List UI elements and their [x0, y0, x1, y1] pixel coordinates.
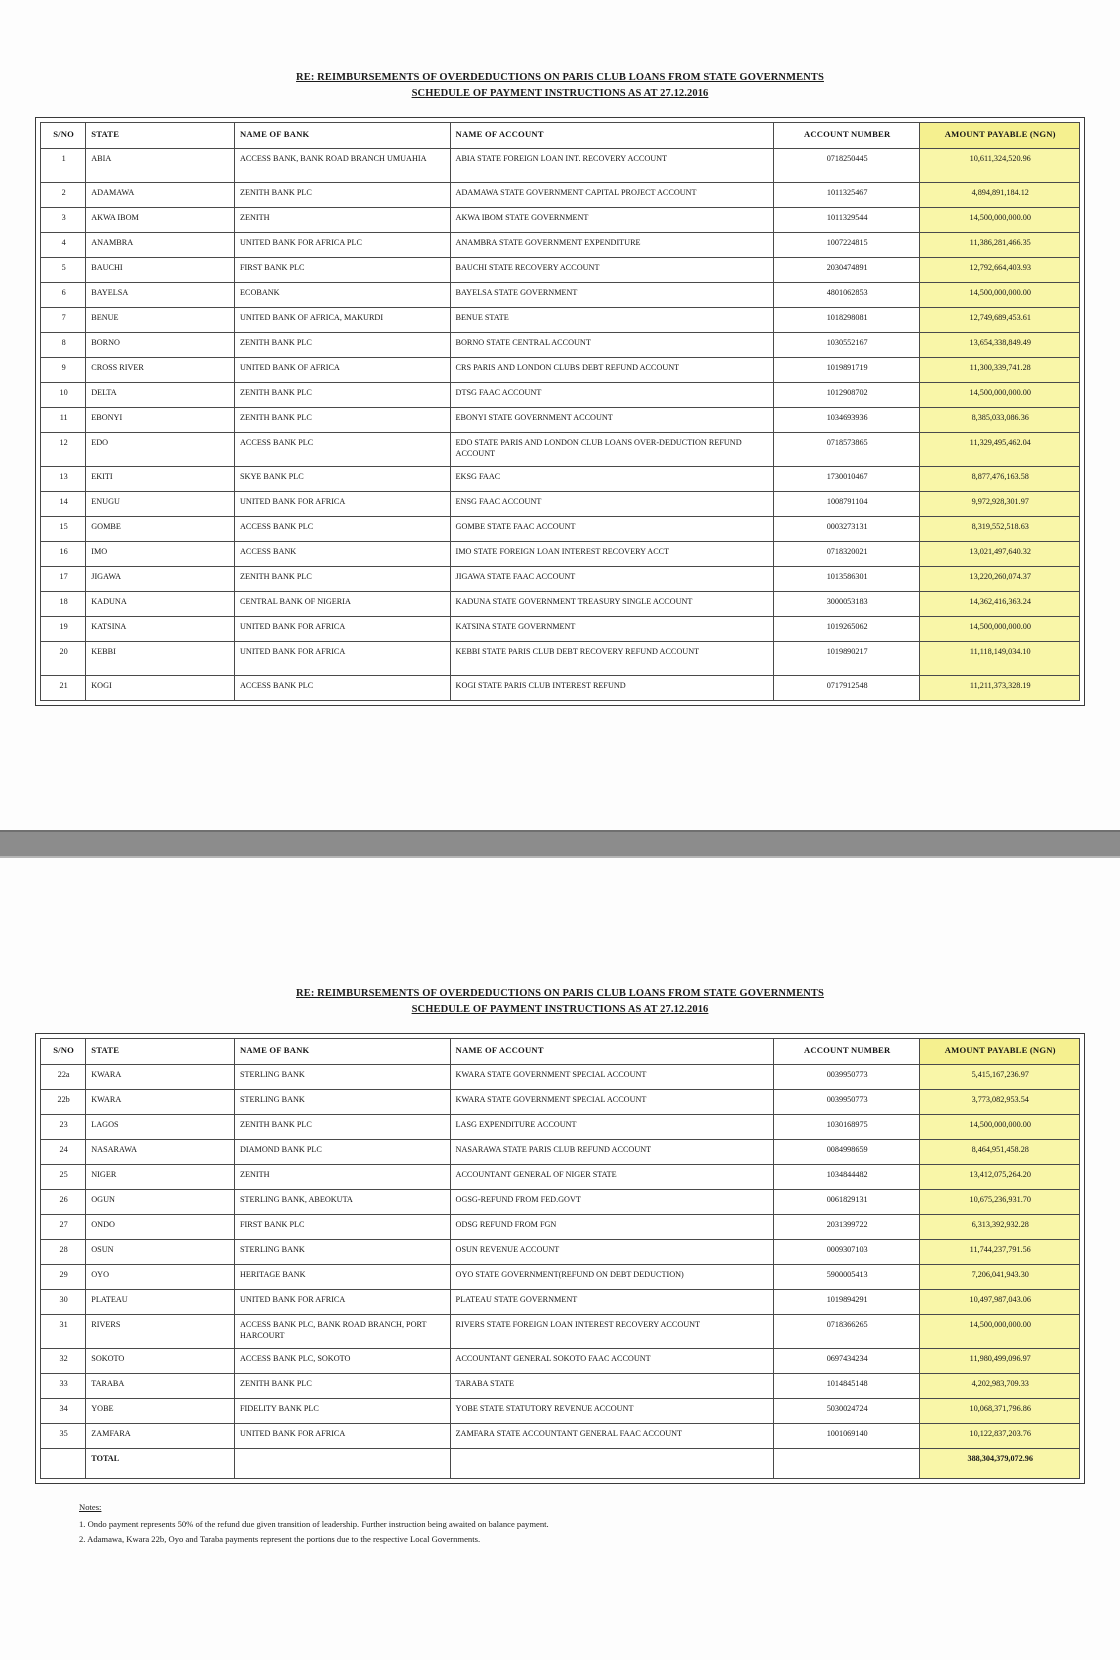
cell-bank: ACCESS BANK PLC — [235, 516, 451, 541]
cell-sno: 9 — [41, 357, 86, 382]
table-row — [41, 1064, 1080, 1089]
cell-sno: 14 — [41, 491, 86, 516]
cell-amount-payable: 5,415,167,236.97 — [920, 1064, 1080, 1089]
cell-account-number: 1018298081 — [773, 307, 920, 332]
cell-account-number: 0009307103 — [773, 1239, 920, 1264]
table-row — [41, 641, 1080, 675]
cell-bank: UNITED BANK FOR AFRICA — [235, 1289, 451, 1314]
cell-account-number: 1019891719 — [773, 357, 920, 382]
cell-state: ABIA — [86, 148, 235, 182]
cell-bank: UNITED BANK FOR AFRICA PLC — [235, 232, 451, 257]
column-header-account: NAME OF ACCOUNT — [450, 122, 773, 148]
table-row — [41, 1089, 1080, 1114]
cell-sno: 33 — [41, 1373, 86, 1398]
cell-bank: STERLING BANK, ABEOKUTA — [235, 1189, 451, 1214]
cell-account-name: IMO STATE FOREIGN LOAN INTEREST RECOVERY ACCT — [450, 541, 773, 566]
page-separator — [0, 830, 1120, 858]
column-header-state: STATE — [86, 1038, 235, 1064]
page2-title-line-2: SCHEDULE OF PAYMENT INSTRUCTIONS AS AT 27.12.2016 — [411, 1004, 709, 1016]
cell-account-name: OYO STATE GOVERNMENT(REFUND ON DEBT DEDUCTION) — [450, 1264, 773, 1289]
cell-state: DELTA — [86, 382, 235, 407]
column-header-amount-payable: AMOUNT PAYABLE (NGN) — [920, 122, 1080, 148]
cell-state: KADUNA — [86, 591, 235, 616]
cell-sno: 8 — [41, 332, 86, 357]
total-label: TOTAL — [86, 1448, 235, 1478]
cell-account-name: NASARAWA STATE PARIS CLUB REFUND ACCOUNT — [450, 1139, 773, 1164]
total-cell-account — [450, 1448, 773, 1478]
cell-bank: ZENITH — [235, 207, 451, 232]
column-header-bank: NAME OF BANK — [235, 1038, 451, 1064]
cell-account-name: YOBE STATE STATUTORY REVENUE ACCOUNT — [450, 1398, 773, 1423]
cell-bank: UNITED BANK FOR AFRICA — [235, 1423, 451, 1448]
table-row — [41, 182, 1080, 207]
cell-bank: DIAMOND BANK PLC — [235, 1139, 451, 1164]
cell-account-number: 3000053183 — [773, 591, 920, 616]
cell-sno: 27 — [41, 1214, 86, 1239]
cell-state: PLATEAU — [86, 1289, 235, 1314]
cell-account-number: 0718573865 — [773, 432, 920, 466]
cell-sno: 26 — [41, 1189, 86, 1214]
cell-sno: 17 — [41, 566, 86, 591]
cell-sno: 15 — [41, 516, 86, 541]
cell-bank: ACCESS BANK PLC — [235, 432, 451, 466]
cell-sno: 11 — [41, 407, 86, 432]
cell-account-name: AKWA IBOM STATE GOVERNMENT — [450, 207, 773, 232]
cell-sno: 32 — [41, 1348, 86, 1373]
cell-account-name: BENUE STATE — [450, 307, 773, 332]
cell-sno: 3 — [41, 207, 86, 232]
cell-sno: 19 — [41, 616, 86, 641]
cell-state: NASARAWA — [86, 1139, 235, 1164]
cell-amount-payable: 11,980,499,096.97 — [920, 1348, 1080, 1373]
cell-amount-payable: 4,894,891,184.12 — [920, 182, 1080, 207]
cell-account-number: 1034844482 — [773, 1164, 920, 1189]
cell-state: KWARA — [86, 1064, 235, 1089]
cell-bank: ZENITH — [235, 1164, 451, 1189]
cell-amount-payable: 13,654,338,849.49 — [920, 332, 1080, 357]
cell-sno: 6 — [41, 282, 86, 307]
cell-account-number: 0003273131 — [773, 516, 920, 541]
cell-state: ZAMFARA — [86, 1423, 235, 1448]
cell-amount-payable: 11,211,373,328.19 — [920, 675, 1080, 700]
cell-sno: 16 — [41, 541, 86, 566]
table-row — [41, 332, 1080, 357]
cell-account-number: 0697434234 — [773, 1348, 920, 1373]
cell-account-number: 0084998659 — [773, 1139, 920, 1164]
cell-bank: STERLING BANK — [235, 1239, 451, 1264]
cell-state: YOBE — [86, 1398, 235, 1423]
notes-heading: Notes: — [79, 1501, 102, 1512]
cell-account-name: KWARA STATE GOVERNMENT SPECIAL ACCOUNT — [450, 1089, 773, 1114]
cell-state: OSUN — [86, 1239, 235, 1264]
cell-account-number: 5900005413 — [773, 1264, 920, 1289]
cell-account-name: ACCOUNTANT GENERAL SOKOTO FAAC ACCOUNT — [450, 1348, 773, 1373]
table-row — [41, 1348, 1080, 1373]
cell-amount-payable: 6,313,392,932.28 — [920, 1214, 1080, 1239]
cell-sno: 22b — [41, 1089, 86, 1114]
cell-amount-payable: 14,500,000,000.00 — [920, 382, 1080, 407]
table-row — [41, 675, 1080, 700]
cell-account-number: 2031399722 — [773, 1214, 920, 1239]
cell-account-name: EKSG FAAC — [450, 466, 773, 491]
cell-bank: UNITED BANK OF AFRICA — [235, 357, 451, 382]
cell-sno: 4 — [41, 232, 86, 257]
cell-state: ENUGU — [86, 491, 235, 516]
cell-bank: ZENITH BANK PLC — [235, 182, 451, 207]
cell-account-number: 1012908702 — [773, 382, 920, 407]
cell-bank: FIRST BANK PLC — [235, 257, 451, 282]
cell-state: KATSINA — [86, 616, 235, 641]
cell-amount-payable: 10,497,987,043.06 — [920, 1289, 1080, 1314]
total-cell-number — [773, 1448, 920, 1478]
table-row — [41, 1398, 1080, 1423]
total-amount-payable: 388,304,379,072.96 — [920, 1448, 1080, 1478]
cell-account-number: 1030168975 — [773, 1114, 920, 1139]
cell-bank: ECOBANK — [235, 282, 451, 307]
table-row — [41, 1264, 1080, 1289]
cell-amount-payable: 10,675,236,931.70 — [920, 1189, 1080, 1214]
cell-account-number: 4801062853 — [773, 282, 920, 307]
cell-amount-payable: 11,744,237,791.56 — [920, 1239, 1080, 1264]
cell-state: EBONYI — [86, 407, 235, 432]
table-row — [41, 516, 1080, 541]
page2-title-line-1: RE: REIMBURSEMENTS OF OVERDEDUCTIONS ON PARIS CLUB LOANS FROM STATE GOVERNMENTS — [296, 988, 824, 999]
cell-bank: ACCESS BANK — [235, 541, 451, 566]
cell-account-number: 2030474891 — [773, 257, 920, 282]
cell-account-name: KATSINA STATE GOVERNMENT — [450, 616, 773, 641]
cell-state: BENUE — [86, 307, 235, 332]
cell-sno: 30 — [41, 1289, 86, 1314]
cell-account-name: PLATEAU STATE GOVERNMENT — [450, 1289, 773, 1314]
cell-state: EKITI — [86, 466, 235, 491]
cell-state: CROSS RIVER — [86, 357, 235, 382]
cell-state: RIVERS — [86, 1314, 235, 1348]
cell-account-name: ENSG FAAC ACCOUNT — [450, 491, 773, 516]
note-item-2: 2. Adamawa, Kwara 22b, Oyo and Taraba payments represent the portions due to the respective Local Governments. — [79, 1533, 481, 1544]
cell-amount-payable: 11,386,281,466.35 — [920, 232, 1080, 257]
cell-account-name: ODSG REFUND FROM FGN — [450, 1214, 773, 1239]
column-header-sno: S/NO — [41, 122, 86, 148]
cell-account-name: TARABA STATE — [450, 1373, 773, 1398]
cell-bank: ZENITH BANK PLC — [235, 382, 451, 407]
cell-amount-payable: 10,068,371,796.86 — [920, 1398, 1080, 1423]
cell-amount-payable: 11,329,495,462.04 — [920, 432, 1080, 466]
page1-title-line-2: SCHEDULE OF PAYMENT INSTRUCTIONS AS AT 27.12.2016 — [411, 88, 709, 100]
cell-amount-payable: 14,362,416,363.24 — [920, 591, 1080, 616]
cell-account-name: ANAMBRA STATE GOVERNMENT EXPENDITURE — [450, 232, 773, 257]
cell-account-name: BAUCHI STATE RECOVERY ACCOUNT — [450, 257, 773, 282]
column-header-account: NAME OF ACCOUNT — [450, 1038, 773, 1064]
cell-amount-payable: 7,206,041,943.30 — [920, 1264, 1080, 1289]
note-item-1: 1. Ondo payment represents 50% of the refund due given transition of leadership. Further instruction being awaited on balance payment. — [79, 1518, 549, 1529]
cell-state: LAGOS — [86, 1114, 235, 1139]
table-row — [41, 1164, 1080, 1189]
cell-account-number: 1019265062 — [773, 616, 920, 641]
cell-state: ANAMBRA — [86, 232, 235, 257]
cell-sno: 28 — [41, 1239, 86, 1264]
cell-sno: 34 — [41, 1398, 86, 1423]
cell-sno: 10 — [41, 382, 86, 407]
cell-account-name: KEBBI STATE PARIS CLUB DEBT RECOVERY REFUND ACCOUNT — [450, 641, 773, 675]
cell-sno: 20 — [41, 641, 86, 675]
table-row — [41, 282, 1080, 307]
cell-state: EDO — [86, 432, 235, 466]
cell-account-number: 0039950773 — [773, 1064, 920, 1089]
cell-account-number: 1014845148 — [773, 1373, 920, 1398]
table-row — [41, 357, 1080, 382]
cell-amount-payable: 13,412,075,264.20 — [920, 1164, 1080, 1189]
cell-account-number: 1019890217 — [773, 641, 920, 675]
cell-sno: 25 — [41, 1164, 86, 1189]
table-row — [41, 591, 1080, 616]
column-header-bank: NAME OF BANK — [235, 122, 451, 148]
cell-bank: ZENITH BANK PLC — [235, 1373, 451, 1398]
total-cell-bank — [235, 1448, 451, 1478]
cell-sno: 21 — [41, 675, 86, 700]
cell-sno: 22a — [41, 1064, 86, 1089]
cell-account-name: EDO STATE PARIS AND LONDON CLUB LOANS OVER-DEDUCTION REFUND ACCOUNT — [450, 432, 773, 466]
page2-table-container — [35, 1033, 1085, 1484]
cell-amount-payable: 14,500,000,000.00 — [920, 1314, 1080, 1348]
cell-sno: 1 — [41, 148, 86, 182]
cell-sno: 29 — [41, 1264, 86, 1289]
cell-state: IMO — [86, 541, 235, 566]
cell-amount-payable: 14,500,000,000.00 — [920, 616, 1080, 641]
table-row — [41, 148, 1080, 182]
cell-state: GOMBE — [86, 516, 235, 541]
cell-bank: ZENITH BANK PLC — [235, 1114, 451, 1139]
cell-bank: UNITED BANK FOR AFRICA — [235, 616, 451, 641]
page1-table-container — [35, 117, 1085, 706]
cell-bank: ACCESS BANK PLC — [235, 675, 451, 700]
column-header-amount-payable: AMOUNT PAYABLE (NGN) — [920, 1038, 1080, 1064]
table-header-page-1 — [41, 122, 1080, 148]
cell-amount-payable: 4,202,983,709.33 — [920, 1373, 1080, 1398]
table-row — [41, 232, 1080, 257]
cell-account-name: BAYELSA STATE GOVERNMENT — [450, 282, 773, 307]
cell-bank: CENTRAL BANK OF NIGERIA — [235, 591, 451, 616]
cell-account-name: KOGI STATE PARIS CLUB INTEREST REFUND — [450, 675, 773, 700]
cell-sno: 31 — [41, 1314, 86, 1348]
cell-amount-payable: 8,464,951,458.28 — [920, 1139, 1080, 1164]
column-header-state: STATE — [86, 122, 235, 148]
page1-title-line-1: RE: REIMBURSEMENTS OF OVERDEDUCTIONS ON PARIS CLUB LOANS FROM STATE GOVERNMENTS — [296, 72, 824, 83]
cell-bank: STERLING BANK — [235, 1064, 451, 1089]
table-header-page-2 — [41, 1038, 1080, 1064]
cell-state: KOGI — [86, 675, 235, 700]
cell-account-number: 1011325467 — [773, 182, 920, 207]
cell-bank: FIDELITY BANK PLC — [235, 1398, 451, 1423]
table-body-page-2 — [41, 1064, 1080, 1478]
cell-amount-payable: 11,300,339,741.28 — [920, 357, 1080, 382]
cell-bank: SKYE BANK PLC — [235, 466, 451, 491]
cell-account-name: EBONYI STATE GOVERNMENT ACCOUNT — [450, 407, 773, 432]
cell-account-name: BORNO STATE CENTRAL ACCOUNT — [450, 332, 773, 357]
table-row — [41, 257, 1080, 282]
table-row — [41, 432, 1080, 466]
cell-account-name: OSUN REVENUE ACCOUNT — [450, 1239, 773, 1264]
cell-state: KEBBI — [86, 641, 235, 675]
cell-bank: HERITAGE BANK — [235, 1264, 451, 1289]
page1-title-block — [0, 70, 1120, 103]
cell-account-number: 1034693936 — [773, 407, 920, 432]
cell-amount-payable: 12,749,689,453.61 — [920, 307, 1080, 332]
cell-account-number: 0718320021 — [773, 541, 920, 566]
cell-account-name: ZAMFARA STATE ACCOUNTANT GENERAL FAAC ACCOUNT — [450, 1423, 773, 1448]
table-header-row — [41, 1038, 1080, 1064]
cell-amount-payable: 8,877,476,163.58 — [920, 466, 1080, 491]
cell-bank: ZENITH BANK PLC — [235, 566, 451, 591]
cell-state: BAYELSA — [86, 282, 235, 307]
cell-state: TARABA — [86, 1373, 235, 1398]
cell-state: JIGAWA — [86, 566, 235, 591]
table-row — [41, 491, 1080, 516]
cell-account-name: RIVERS STATE FOREIGN LOAN INTEREST RECOVERY ACCOUNT — [450, 1314, 773, 1348]
cell-account-number: 1013586301 — [773, 566, 920, 591]
cell-sno: 35 — [41, 1423, 86, 1448]
cell-bank: ZENITH BANK PLC — [235, 407, 451, 432]
cell-account-number: 1019894291 — [773, 1289, 920, 1314]
table-row — [41, 1373, 1080, 1398]
table-row — [41, 307, 1080, 332]
column-header-sno: S/NO — [41, 1038, 86, 1064]
table-row — [41, 1239, 1080, 1264]
cell-sno: 18 — [41, 591, 86, 616]
cell-state: AKWA IBOM — [86, 207, 235, 232]
cell-bank: FIRST BANK PLC — [235, 1214, 451, 1239]
cell-account-number: 5030024724 — [773, 1398, 920, 1423]
cell-account-number: 1001069140 — [773, 1423, 920, 1448]
table-row — [41, 566, 1080, 591]
cell-amount-payable: 13,220,260,074.37 — [920, 566, 1080, 591]
cell-sno: 5 — [41, 257, 86, 282]
cell-account-name: LASG EXPENDITURE ACCOUNT — [450, 1114, 773, 1139]
cell-sno: 13 — [41, 466, 86, 491]
cell-bank: UNITED BANK OF AFRICA, MAKURDI — [235, 307, 451, 332]
cell-state: BAUCHI — [86, 257, 235, 282]
table-row — [41, 1314, 1080, 1348]
cell-account-number: 1008791104 — [773, 491, 920, 516]
table-row — [41, 1139, 1080, 1164]
total-cell-sno — [41, 1448, 86, 1478]
table-row — [41, 382, 1080, 407]
cell-account-number: 0061829131 — [773, 1189, 920, 1214]
table-row — [41, 1289, 1080, 1314]
cell-account-number: 0718250445 — [773, 148, 920, 182]
cell-account-number: 0717912548 — [773, 675, 920, 700]
cell-state: BORNO — [86, 332, 235, 357]
cell-bank: ACCESS BANK PLC, SOKOTO — [235, 1348, 451, 1373]
cell-bank: UNITED BANK FOR AFRICA — [235, 491, 451, 516]
page2-title-block — [0, 986, 1120, 1019]
cell-state: ADAMAWA — [86, 182, 235, 207]
cell-account-name: CRS PARIS AND LONDON CLUBS DEBT REFUND ACCOUNT — [450, 357, 773, 382]
cell-state: ONDO — [86, 1214, 235, 1239]
cell-bank: ACCESS BANK PLC, BANK ROAD BRANCH, PORT HARCOURT — [235, 1314, 451, 1348]
cell-state: OYO — [86, 1264, 235, 1289]
table-header-row — [41, 122, 1080, 148]
cell-amount-payable: 8,385,033,086.36 — [920, 407, 1080, 432]
table-total-row — [41, 1448, 1080, 1478]
cell-amount-payable: 12,792,664,403.93 — [920, 257, 1080, 282]
cell-bank: UNITED BANK FOR AFRICA — [235, 641, 451, 675]
cell-amount-payable: 9,972,928,301.97 — [920, 491, 1080, 516]
cell-amount-payable: 3,773,082,953.54 — [920, 1089, 1080, 1114]
cell-amount-payable: 10,611,324,520.96 — [920, 148, 1080, 182]
cell-account-number: 1007224815 — [773, 232, 920, 257]
cell-amount-payable: 14,500,000,000.00 — [920, 282, 1080, 307]
table-row — [41, 1423, 1080, 1448]
table-body-page-1 — [41, 148, 1080, 700]
table-row — [41, 1214, 1080, 1239]
cell-account-name: GOMBE STATE FAAC ACCOUNT — [450, 516, 773, 541]
cell-account-number: 0039950773 — [773, 1089, 920, 1114]
table-row — [41, 407, 1080, 432]
cell-account-name: JIGAWA STATE FAAC ACCOUNT — [450, 566, 773, 591]
cell-bank: ZENITH BANK PLC — [235, 332, 451, 357]
cell-account-number: 1730010467 — [773, 466, 920, 491]
cell-account-number: 0718366265 — [773, 1314, 920, 1348]
cell-amount-payable: 14,500,000,000.00 — [920, 207, 1080, 232]
payment-schedule-table-page-1 — [40, 122, 1080, 701]
cell-amount-payable: 8,319,552,518.63 — [920, 516, 1080, 541]
cell-account-number: 1030552167 — [773, 332, 920, 357]
cell-account-number: 1011329544 — [773, 207, 920, 232]
cell-account-name: KWARA STATE GOVERNMENT SPECIAL ACCOUNT — [450, 1064, 773, 1089]
column-header-account-number: ACCOUNT NUMBER — [773, 1038, 920, 1064]
table-row — [41, 541, 1080, 566]
cell-amount-payable: 14,500,000,000.00 — [920, 1114, 1080, 1139]
cell-account-name: ADAMAWA STATE GOVERNMENT CAPITAL PROJECT ACCOUNT — [450, 182, 773, 207]
cell-sno: 23 — [41, 1114, 86, 1139]
cell-account-name: ABIA STATE FOREIGN LOAN INT. RECOVERY ACCOUNT — [450, 148, 773, 182]
cell-account-name: OGSG-REFUND FROM FED.GOVT — [450, 1189, 773, 1214]
cell-account-name: KADUNA STATE GOVERNMENT TREASURY SINGLE ACCOUNT — [450, 591, 773, 616]
cell-amount-payable: 11,118,149,034.10 — [920, 641, 1080, 675]
document-page-2 — [0, 858, 1120, 1660]
cell-account-name: ACCOUNTANT GENERAL OF NIGER STATE — [450, 1164, 773, 1189]
cell-state: SOKOTO — [86, 1348, 235, 1373]
cell-sno: 12 — [41, 432, 86, 466]
notes-section — [35, 1500, 1085, 1547]
column-header-account-number: ACCOUNT NUMBER — [773, 122, 920, 148]
cell-amount-payable: 10,122,837,203.76 — [920, 1423, 1080, 1448]
table-row — [41, 207, 1080, 232]
cell-sno: 2 — [41, 182, 86, 207]
cell-state: KWARA — [86, 1089, 235, 1114]
table-row — [41, 616, 1080, 641]
cell-state: OGUN — [86, 1189, 235, 1214]
cell-bank: STERLING BANK — [235, 1089, 451, 1114]
table-row — [41, 466, 1080, 491]
cell-account-name: DTSG FAAC ACCOUNT — [450, 382, 773, 407]
table-row — [41, 1114, 1080, 1139]
cell-sno: 24 — [41, 1139, 86, 1164]
cell-sno: 7 — [41, 307, 86, 332]
cell-state: NIGER — [86, 1164, 235, 1189]
cell-amount-payable: 13,021,497,640.32 — [920, 541, 1080, 566]
cell-bank: ACCESS BANK, BANK ROAD BRANCH UMUAHIA — [235, 148, 451, 182]
payment-schedule-table-page-2 — [40, 1038, 1080, 1479]
table-row — [41, 1189, 1080, 1214]
